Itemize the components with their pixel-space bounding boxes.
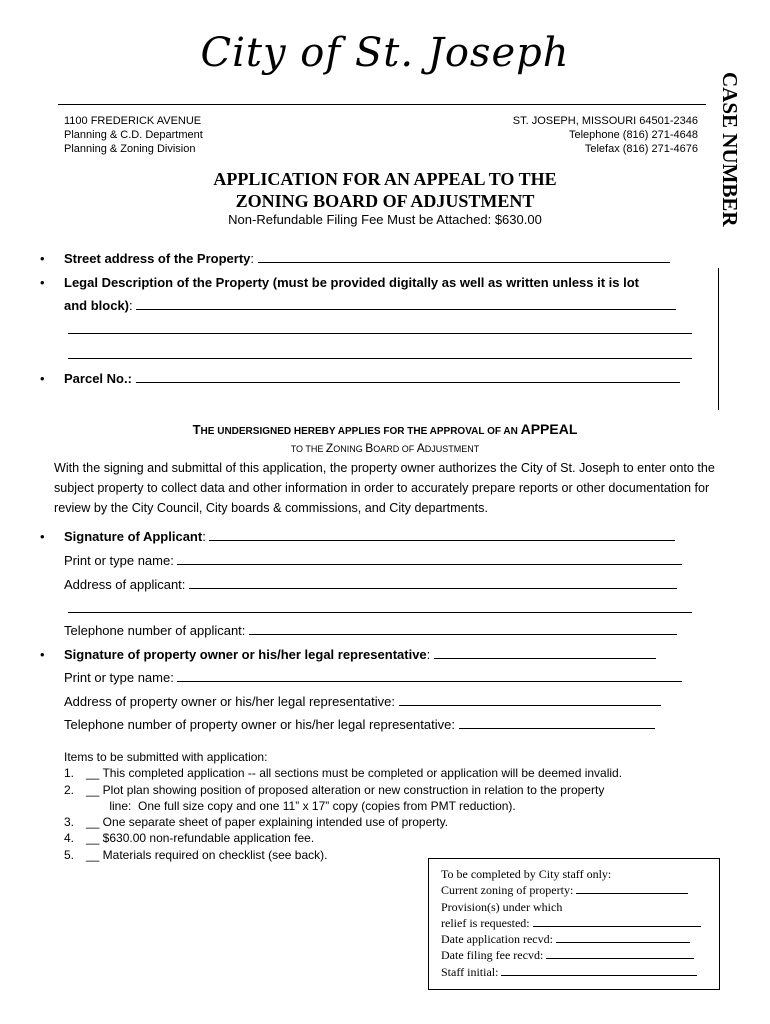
applicant-address-row	[64, 577, 677, 592]
case-number-field[interactable]	[718, 268, 719, 410]
appeal-subheading: TO THE ZONING BOARD OF ADJUSTMENT	[290, 441, 480, 455]
legal-description-line[interactable]	[68, 358, 692, 359]
owner-name-field[interactable]	[177, 670, 682, 682]
staff-initial-field[interactable]	[501, 965, 697, 976]
address-right	[513, 114, 698, 156]
address-line: Telefax (816) 271-4676	[584, 143, 698, 155]
staff-zoning-row: Current zoning of property:	[441, 882, 719, 898]
owner-address-label: Address of property owner or his/her legal representative:	[64, 694, 395, 709]
list-item: 1. __ This completed application -- all sections must be completed or application will be deemed invalid.	[64, 766, 623, 781]
parcel-field[interactable]	[136, 371, 680, 383]
applicant-address-line[interactable]	[68, 612, 692, 613]
owner-signature-field[interactable]	[434, 647, 656, 659]
bullet: •	[40, 647, 45, 662]
authorization-paragraph: With the signing and submittal of this application, the property owner authorizes the City of St. Joseph to enter onto the subject property to collect data and other information in order to accurately prepare reports or other documentation for review by the City Council, City boards & commissions, and City departments.	[54, 461, 715, 515]
list-item: 4. __ $630.00 non-refundable application fee.	[64, 831, 315, 846]
staff-only-box	[428, 858, 720, 990]
list-item: 2. __ Plot plan showing position of proposed alteration or new construction in relation to the property	[64, 782, 605, 797]
owner-phone-field[interactable]	[459, 717, 655, 729]
applicant-phone-label: Telephone number of applicant:	[64, 623, 246, 638]
applicant-name-label: Print or type name:	[64, 553, 174, 568]
owner-signature-row: Signature of property owner or his/her legal representative:	[64, 647, 656, 662]
staff-date-fee-field[interactable]	[546, 948, 694, 959]
items-heading: Items to be submitted with application:	[64, 750, 268, 764]
list-item: line: One full size copy and one 11” x 17” copy (copies from PMT reduction).	[86, 798, 516, 813]
applicant-signature-row: Signature of Applicant:	[64, 529, 675, 544]
address-line: 1100 FREDERICK AVENUE	[64, 115, 202, 127]
staff-heading: To be completed by City staff only:	[441, 867, 612, 881]
applicant-signature-field[interactable]	[209, 529, 675, 541]
staff-provisions-label: Provision(s) under which	[441, 899, 563, 914]
parcel-row	[64, 371, 680, 386]
owner-name-label: Print or type name:	[64, 670, 174, 685]
address-line: Telephone (816) 271-4648	[568, 129, 698, 141]
owner-signature-label: Signature of property owner or his/her legal representative	[64, 647, 427, 662]
title-line-1: APPLICATION FOR AN APPEAL TO THE	[213, 169, 557, 189]
staff-relief-row: relief is requested:	[441, 915, 719, 931]
street-address-label: Street address of the Property	[64, 251, 251, 266]
owner-name-row	[64, 670, 682, 685]
legal-description-line[interactable]	[68, 333, 692, 334]
list-item: 3. __ One separate sheet of paper explaining intended use of property.	[64, 815, 449, 830]
staff-initial-row: Staff initial:	[441, 964, 719, 980]
address-line: Planning & C.D. Department	[64, 129, 203, 141]
bullet: •	[40, 251, 45, 266]
staff-relief-field[interactable]	[533, 916, 701, 927]
street-address-row: Street address of the Property:	[64, 251, 670, 266]
staff-date-fee-row: Date filing fee recvd:	[441, 947, 719, 963]
bullet: •	[40, 371, 45, 386]
legal-description-label: Legal Description of the Property (must be provided digitally as well as written unless it is lot	[64, 275, 640, 290]
address-left	[64, 114, 203, 156]
header-rule	[58, 104, 706, 105]
street-address-field[interactable]	[258, 251, 670, 263]
applicant-address-field[interactable]	[189, 577, 677, 589]
title-line-2: ZONING BOARD OF ADJUSTMENT	[235, 191, 535, 211]
owner-phone-label: Telephone number of property owner or his/her legal representative:	[64, 717, 455, 732]
items-list	[64, 749, 622, 863]
parcel-label: Parcel No.:	[64, 371, 132, 386]
staff-date-app-row: Date application recvd:	[441, 931, 719, 947]
fee-note: Non-Refundable Filing Fee Must be Attached: $630.00	[228, 212, 542, 227]
applicant-address-label: Address of applicant:	[64, 577, 186, 592]
applicant-name-row	[64, 553, 682, 568]
bullet: •	[40, 529, 45, 544]
applicant-name-field[interactable]	[177, 553, 682, 565]
staff-date-app-field[interactable]	[556, 932, 690, 943]
legal-description-label-cont: and block)	[64, 298, 130, 313]
owner-address-field[interactable]	[399, 694, 661, 706]
form-title	[160, 168, 610, 212]
case-number-label: CASE NUMBER	[718, 72, 742, 227]
staff-zoning-field[interactable]	[576, 883, 688, 894]
owner-phone-row	[64, 717, 655, 732]
applicant-phone-field[interactable]	[249, 623, 677, 635]
address-line: ST. JOSEPH, MISSOURI 64501-2346	[512, 115, 698, 127]
bullet: •	[40, 275, 45, 290]
address-line: Planning & Zoning Division	[64, 143, 196, 155]
owner-address-row	[64, 694, 661, 709]
city-logo: City of St. Joseph	[200, 30, 570, 76]
legal-description-field[interactable]	[136, 298, 676, 310]
applicant-signature-label: Signature of Applicant	[64, 529, 203, 544]
applicant-phone-row	[64, 623, 677, 638]
legal-description-row: and block):	[64, 298, 676, 313]
list-item: 5. __ Materials required on checklist (see back).	[64, 847, 328, 862]
appeal-heading: THE UNDERSIGNED HEREBY APPLIES FOR THE APPROVAL OF AN APPEAL	[192, 421, 578, 437]
